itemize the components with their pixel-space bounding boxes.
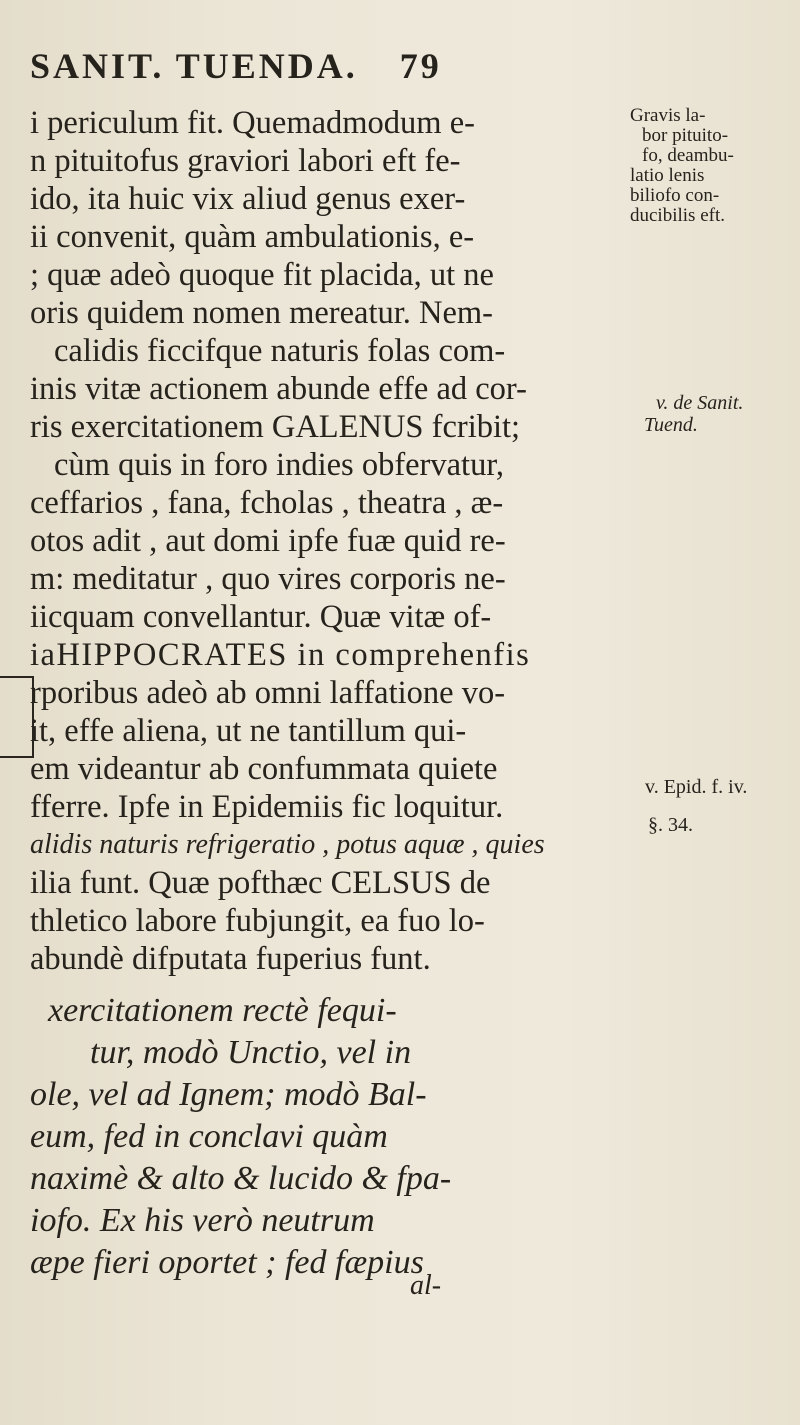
text-line: em videantur ab confummata quiete [30, 751, 498, 787]
page-number: 79 [399, 46, 442, 86]
margin-note-gravis-labor [630, 106, 800, 226]
text-line: otos adit , aut domi ipfe fuæ quid re- [30, 523, 506, 559]
text-line: iaHIPPOCRATES in comprehenfis [30, 637, 531, 673]
text-line: iicquam convellantur. Quæ vitæ of- [30, 599, 492, 635]
text-line: naximè & alto & lucido & fpa- [30, 1160, 452, 1197]
margin-ref-line: Tuend. [644, 414, 698, 436]
text-line: alidis naturis refrigeratio , potus aquæ , quies [30, 829, 545, 860]
margin-note-line: Gravis la- [630, 105, 706, 126]
margin-note-line: latio lenis [630, 165, 705, 186]
drop-capital-e [0, 676, 34, 758]
margin-ref-galen [644, 392, 744, 436]
margin-ref-epidemics: v. Epid. f. iv. [645, 776, 748, 798]
margin-note-line: bor pituito- [642, 125, 729, 146]
text-line: fferre. Ipfe in Epidemiis fic loquitur. [30, 789, 504, 825]
text-line: m: meditatur , quo vires corporis ne- [30, 561, 506, 597]
text-line: n pituitofus graviori labori eft fe- [30, 143, 461, 179]
text-line: calidis ficcifque naturis folas com- [54, 333, 506, 369]
margin-note-line: fo, deambu- [642, 145, 734, 166]
text-line: it, effe aliena, ut ne tantillum qui- [30, 713, 467, 749]
text-line: æpe fieri oportet ; fed fæpius [30, 1244, 424, 1281]
text-line: abundè difputata fuperius funt. [30, 941, 431, 977]
text-line: ilia funt. Quæ pofthæc CELSUS de [30, 865, 491, 901]
text-line: inis vitæ actionem abunde effe ad cor- [30, 371, 527, 407]
text-line: ris exercitationem GALENUS fcribit; [30, 409, 521, 445]
text-line: ido, ita huic vix aliud genus exer- [30, 181, 466, 217]
text-line: oris quidem nomen mereatur. Nem- [30, 295, 493, 331]
text-line: ii convenit, quàm ambulationis, e- [30, 219, 475, 255]
margin-ref-celsus: §. 34. [648, 814, 693, 836]
running-title: SANIT. TUENDA. [30, 46, 358, 86]
margin-ref-line: v. de Sanit. [656, 392, 744, 414]
text-line: eum, fed in conclavi quàm [30, 1118, 388, 1155]
margin-note-line: ducibilis eft. [630, 205, 725, 226]
text-line: ceffarios , fana, fcholas , theatra , æ- [30, 485, 504, 521]
catchword: al- [410, 1270, 442, 1301]
text-line: rporibus adeò ab omni laffatione vo- [30, 675, 506, 711]
margin-note-line: biliofo con- [630, 185, 720, 206]
text-line: cùm quis in foro indies obfervatur, [54, 447, 504, 483]
text-line: xercitationem rectè fequi- [48, 992, 397, 1029]
text-line: thletico labore fubjungit, ea fuo lo- [30, 903, 485, 939]
text-line: tur, modò Unctio, vel in [90, 1034, 412, 1071]
text-line: i periculum fit. Quemadmodum e- [30, 105, 475, 141]
text-line: iofo. Ex his verò neutrum [30, 1202, 375, 1239]
text-line: ole, vel ad Ignem; modò Bal- [30, 1076, 427, 1113]
running-header [30, 45, 442, 87]
text-line: ; quæ adeò quoque fit placida, ut ne [30, 257, 494, 293]
